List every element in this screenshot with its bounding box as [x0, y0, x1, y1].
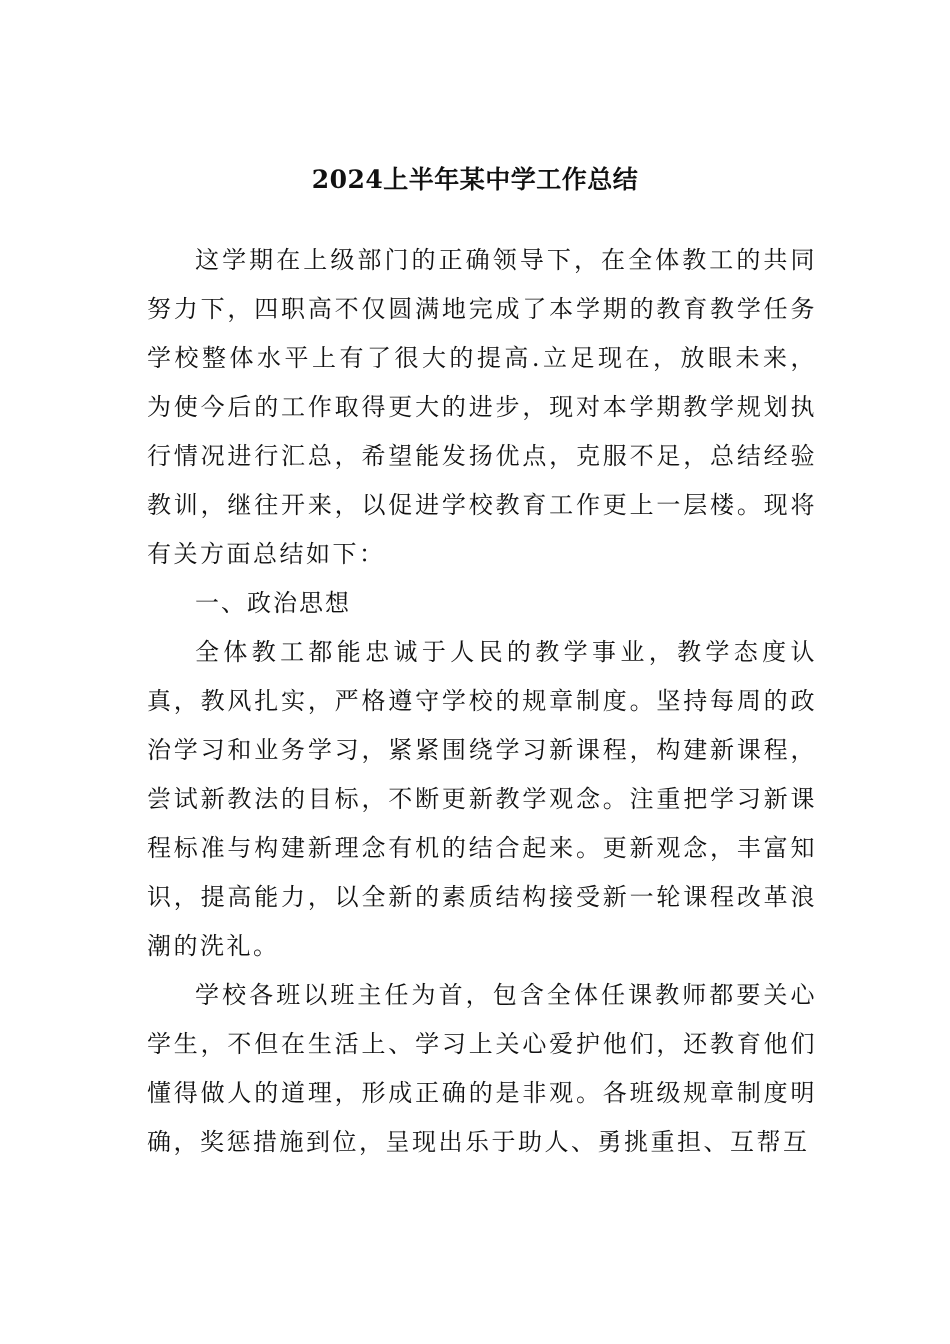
- intro-paragraph: 这学期在上级部门的正确领导下，在全体教工的共同努力下，四职高不仅圆满地完成了本学期的教育教学任务学校整体水平上有了很大的提高.立足现在，放眼未来，为使今后的工作取得更大的进步，现对本学期教学规划执行情况进行汇总，希望能发扬优点，克服不足，总结经验教训，继往开来，以促进学校教育工作更上一层楼。现将有关方面总结如下：: [147, 246, 817, 568]
- document-body: [147, 236, 817, 1167]
- politics-paragraph: 全体教工都能忠诚于人民的教学事业，教学态度认真，教风扎实，严格遵守学校的规章制度。坚持每周的政治学习和业务学习，紧紧围绕学习新课程，构建新课程，尝试新教法的目标，不断更新教学观念。注重把学习新课程标准与构建新理念有机的结合起来。更新观念，丰富知识，提高能力，以全新的素质结构接受新一轮课程改革浪潮的洗礼。: [147, 638, 817, 960]
- section-heading-politics: 一、政治思想: [195, 589, 351, 617]
- document-title: 2024上半年某中学工作总结: [311, 165, 639, 194]
- class-management-paragraph: 学校各班以班主任为首，包含全体任课教师都要关心学生，不但在生活上、学习上关心爱护他们，还教育他们懂得做人的道理，形成正确的是非观。各班级规章制度明确，奖惩措施到位，呈现出乐于助人、勇挑重担、互帮互: [147, 981, 817, 1156]
